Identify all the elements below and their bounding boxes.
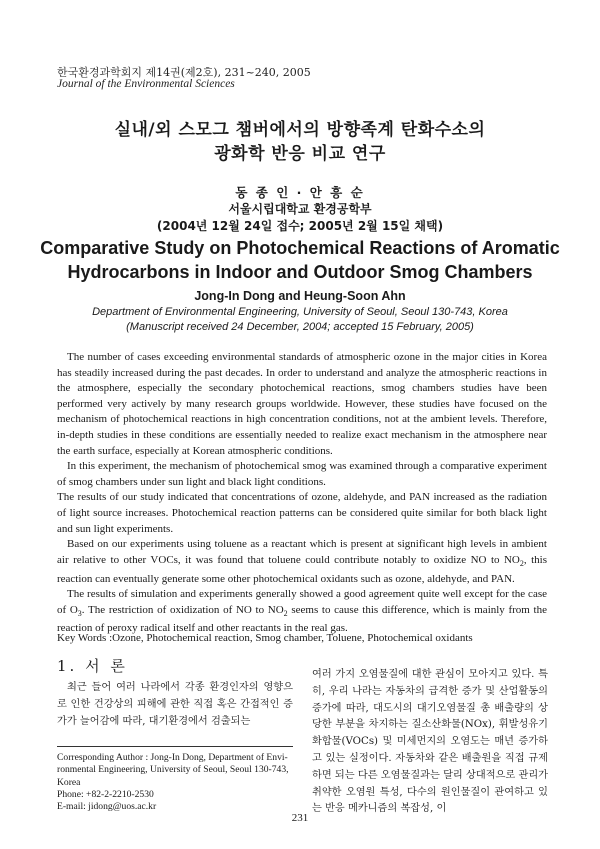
- korean-title: [0, 118, 600, 166]
- english-title-line-2: Hydrocarbons in Indoor and Outdoor Smog Chambers: [67, 262, 533, 282]
- footnote-line-1: Corresponding Author : Jong-In Dong, Department of Envi-: [57, 752, 288, 763]
- page-number: 231: [291, 812, 309, 824]
- section-heading-introduction: 1. 서 론: [57, 657, 128, 675]
- abstract-p5-text-a: The results of simulation and experiments generally showed a good agreement quite well except for the case of O: [57, 588, 547, 616]
- korean-authors: 동 종 인 · 안 흥 순: [235, 185, 365, 200]
- left-column: [57, 655, 293, 730]
- korean-dates: (2004년 12월 24일 접수; 2005년 2월 15일 채택): [156, 219, 444, 233]
- abstract-p5-text-c: seems to cause this difference, which is mainly from the reaction of peroxy radical itself and other reactants in the real gas.: [57, 603, 547, 635]
- korean-title-line-2: 광화학 반응 비교 연구: [214, 144, 386, 164]
- journal-citation: 한국환경과학회지 제14권(제2호), 231~240, 2005: [57, 66, 311, 79]
- korean-title-line-1: 실내/외 스모그 챔버에서의 방향족계 탄화수소의: [114, 120, 486, 140]
- abstract-p5-text-b: . The restriction of oxidization of NO to NO: [81, 603, 284, 616]
- intro-text-left: 최근 들어 여러 나라에서 각종 환경인자의 영향으로 인한 건강상의 피해에 관한 직접 혹은 간접적인 증가가 늘어감에 따라, 대기환경에서 검출되는: [57, 682, 293, 727]
- abstract-paragraph-3: The results of our study indicated that concentrations of ozone, aldehyde, and PAN increased as the radiation of light source increases. Photochemical reaction patterns can be considered quite similar for both black light and sun light experiments.: [57, 491, 547, 535]
- footnote-line-4: Phone: +82-2-2210-2530: [57, 788, 154, 800]
- abstract-paragraph-4: [57, 537, 547, 587]
- english-dates: (Manuscript received 24 December, 2004; accepted 15 February, 2005): [126, 321, 474, 333]
- footnote-divider: [57, 746, 293, 747]
- abstract-paragraph-2: In this experiment, the mechanism of photochemical smog was examined through a comparative experiment of smog chambers under sun light and black light conditions.: [57, 460, 547, 488]
- abstract-paragraph-5: [57, 587, 547, 637]
- right-column: [312, 667, 548, 818]
- korean-affiliation: 서울시립대학교 환경공학부: [228, 202, 372, 216]
- english-affiliation: Department of Environmental Engineering, University of Seoul, Seoul 130-743, Korea: [92, 306, 508, 318]
- intro-text-right: 여러 가지 오염물질에 대한 관심이 모아지고 있다. 특히, 우리 나라는 자동차의 급격한 증가 및 산업활동의 증가에 따라, 대도시의 대기오염물질 총 배출량의 상당한 부분을 차지하는 질소산화물(NOx), 휘발성유기화합물(VOCs) 및 미세먼지의 오염도는 매년 증가하고 있는 실정이다. 자동차와 같은 배출원을 직접 규제하면 되는 다른 오염물질과는 달리 상대적으로 관리가 취약한 오염원 특성, 다수의 원인물질이 관여하고 있는 반응 메카니즘의 복잡성, 이: [312, 669, 548, 815]
- journal-name: Journal of the Environmental Sciences: [57, 78, 235, 90]
- english-title: [0, 236, 600, 284]
- abstract-p5-subscript-2: 2: [283, 608, 288, 618]
- abstract-p4-text-a: Based on our experiments using toluene as a reactant which is present at significant high levels in ambient air relative to other VOCs, it was found that toluene could contribute notably to oxidize NO to NO: [57, 538, 547, 566]
- footnote-line-3: Korea: [57, 776, 81, 788]
- english-authors: Jong-In Dong and Heung-Soon Ahn: [194, 289, 406, 303]
- abstract-paragraph-1: The number of cases exceeding environmental standards of atmospheric ozone in the major cities in Korea has steadily increased during the past decades. In order to understand and analyze the atmospheric reactions in the atmosphere, especially the secondary photochemical reactions, smog chambers studies have been performed very actively by many research groups worldwide. However, these studies have focused on the mechanism of photochemical reactions in high concentration conditions, not at the ambient levels. Therefore, in-depth studies in these conditions are essentially needed to realize exact mechanism in the atmosphere near the earth surface, especially at Korean atmospheric conditions.: [57, 351, 547, 457]
- abstract-p4-subscript: 2: [519, 558, 524, 568]
- corresponding-author-footnote: [57, 752, 297, 813]
- footnote-line-2: ronmental Engineering, University of Seoul, Seoul 130-743,: [57, 764, 289, 776]
- english-title-line-1: Comparative Study on Photochemical Reactions of Aromatic: [40, 238, 560, 258]
- keywords: Key Words :Ozone, Photochemical reaction, Smog chamber, Toluene, Photochemical oxidants: [57, 632, 473, 644]
- abstract-p5-subscript-1: 3: [77, 608, 82, 618]
- abstract-p4-text-b: , this reaction can eventually generate some other photochemical oxidants such as ozone, aldehyde, and PAN.: [57, 553, 547, 585]
- abstract: [57, 350, 547, 637]
- footnote-line-5: E-mail: jidong@uos.ac.kr: [57, 801, 157, 813]
